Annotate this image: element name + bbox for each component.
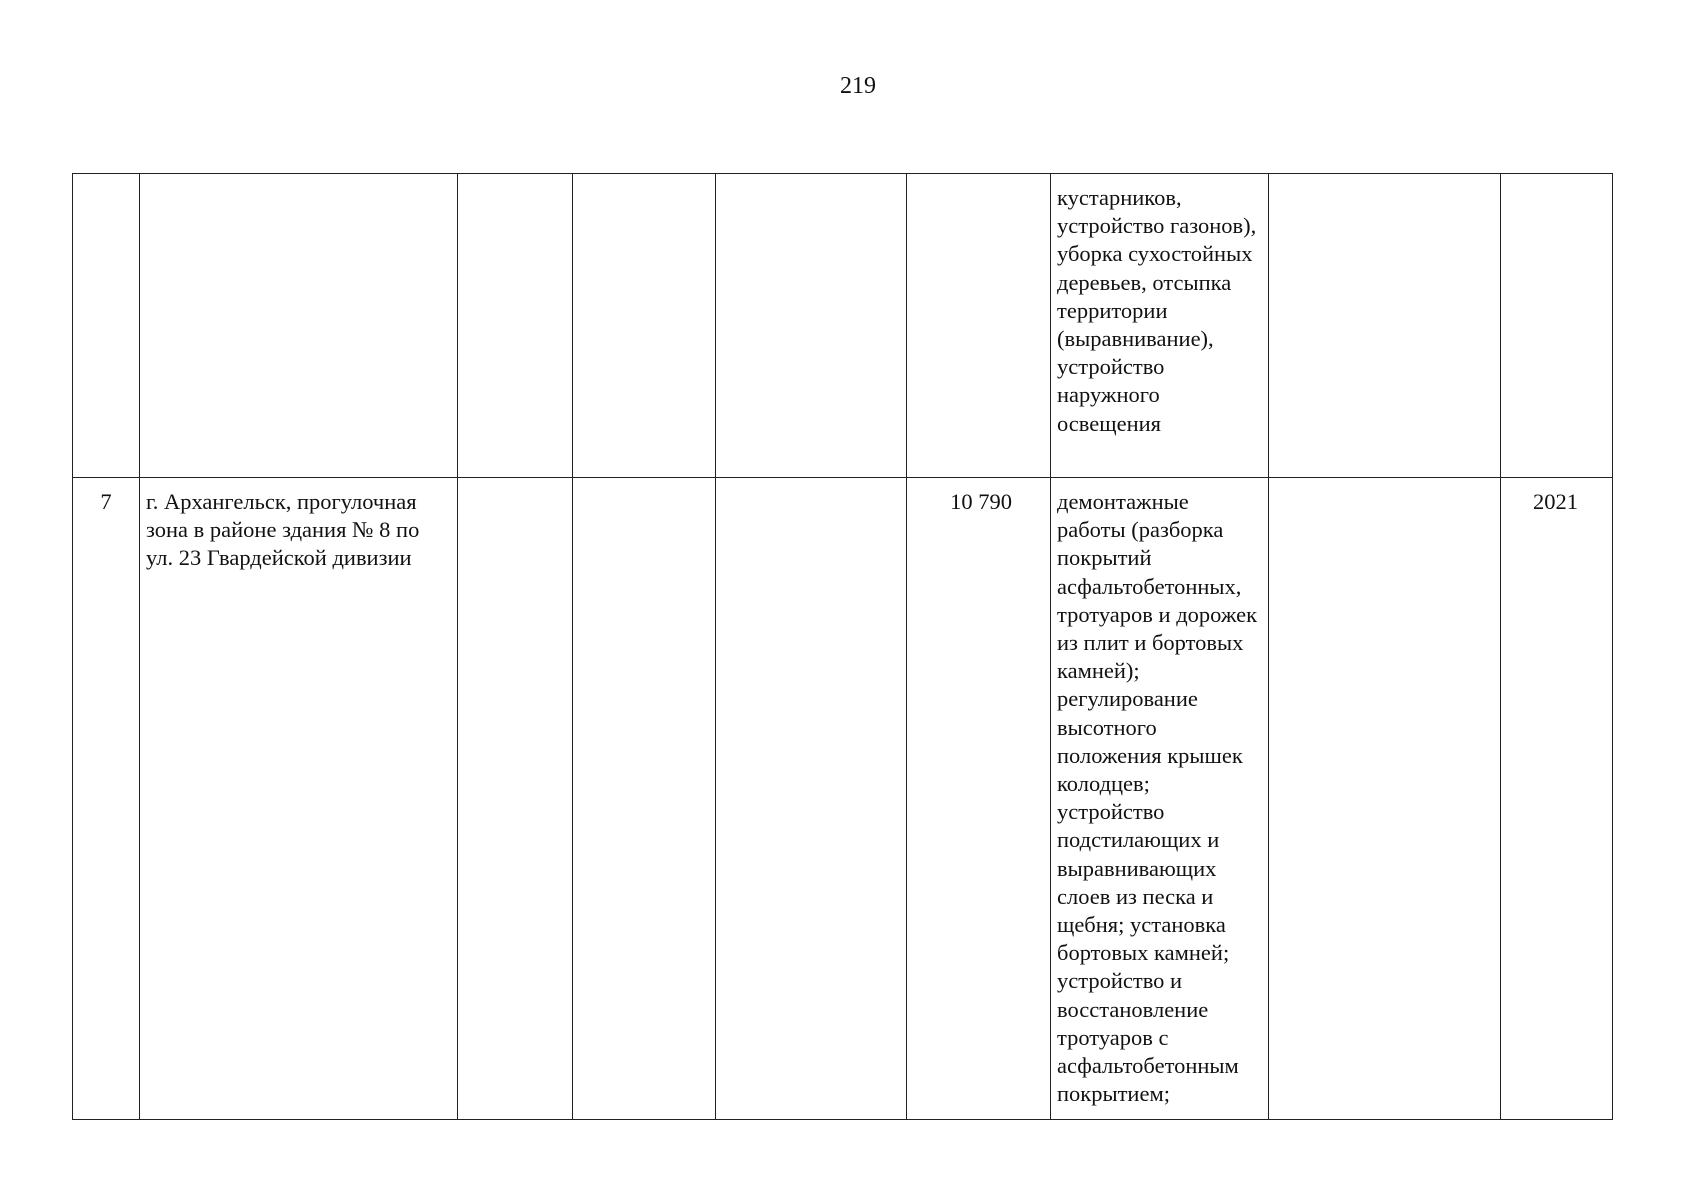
year-cell <box>1501 174 1613 478</box>
row-number-cell: 7 <box>73 478 140 1120</box>
location-cell <box>140 174 458 478</box>
works-description-cell: демонтажные работы (разборка покрытий асфальтобетонных, тротуаров и дорожек из плит и бортовых камней); регулирование высотного положения крышек колодцев; устройство подстилающих и выравнивающих слоев из песка и щебня; установка бортовых камней; устройство и восстановление тротуаров с асфальтобетонным покрытием; <box>1051 478 1269 1120</box>
empty-cell <box>458 478 573 1120</box>
year-cell: 2021 <box>1501 478 1613 1120</box>
empty-cell <box>716 478 907 1120</box>
location-cell: г. Архангельск, прогулочная зона в районе здания № 8 по ул. 23 Гвардейской дивизии <box>140 478 458 1120</box>
empty-cell <box>1269 174 1501 478</box>
empty-cell <box>716 174 907 478</box>
works-table <box>72 173 1613 1120</box>
empty-cell <box>1269 478 1501 1120</box>
page-number: 219 <box>840 73 876 99</box>
works-description-cell: кустарников, устройство газонов), уборка сухостойных деревьев, отсыпка территории (выравнивание), устройство наружного освещения <box>1051 174 1269 478</box>
amount-cell: 10 790 <box>907 478 1051 1120</box>
row-number-cell <box>73 174 140 478</box>
amount-cell <box>907 174 1051 478</box>
empty-cell <box>573 478 716 1120</box>
empty-cell <box>458 174 573 478</box>
empty-cell <box>573 174 716 478</box>
table-row <box>73 478 1613 1120</box>
table-row <box>73 174 1613 478</box>
